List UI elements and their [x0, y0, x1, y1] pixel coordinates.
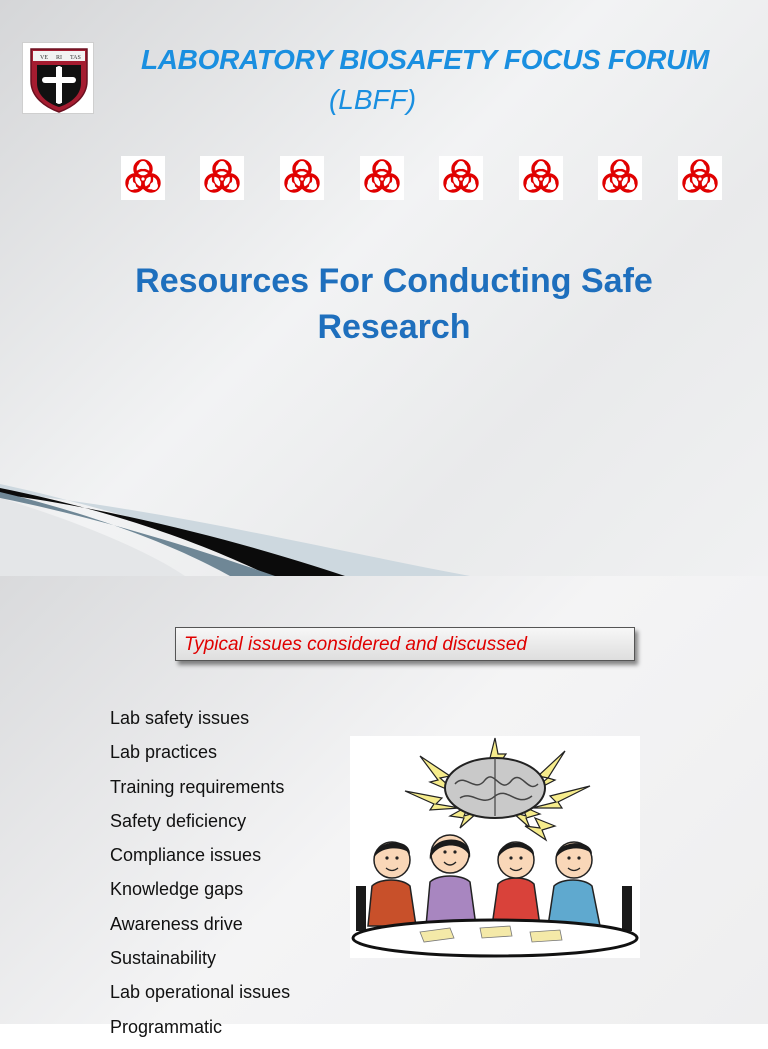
list-item: Programmatic [110, 1016, 223, 1037]
biohazard-icon [519, 156, 563, 200]
list-item: Lab practices [110, 742, 218, 763]
crest-text-3: TAS [70, 55, 81, 61]
forum-title: LABORATORY BIOSAFETY FOCUS FORUM [140, 44, 710, 75]
list-item: Awareness drive [110, 913, 243, 934]
forum-abbreviation: (LBFF) [328, 84, 417, 115]
list-item: Compliance issues [110, 845, 262, 866]
slide-issues [0, 576, 768, 1037]
list-item: Safety deficiency [110, 810, 247, 831]
biohazard-icon [280, 156, 324, 200]
issues-heading: Typical issues considered and discussed [184, 634, 527, 655]
list-item: Lab safety issues [110, 708, 250, 728]
main-title-line-1: Resources For Conducting Safe [135, 262, 653, 300]
biohazard-icon [439, 156, 483, 200]
brainstorm-meeting-illustration [350, 736, 640, 958]
main-title [60, 258, 728, 350]
biohazard-icon [360, 156, 404, 200]
biohazard-icon [678, 156, 722, 200]
biohazard-icon [598, 156, 642, 200]
list-item: Training requirements [110, 776, 285, 797]
issues-heading-box [175, 627, 635, 661]
biohazard-icon [121, 156, 165, 200]
list-item: Lab operational issues [110, 982, 291, 1003]
harvard-shield-icon [22, 42, 94, 114]
biohazard-icon [200, 156, 244, 200]
list-item: Sustainability [110, 948, 217, 969]
issue-list [110, 706, 290, 1049]
crest-text-2: RI [56, 55, 62, 61]
crest-text-1: VE [40, 55, 48, 61]
main-title-line-2: Research [317, 308, 471, 346]
biohazard-row [0, 156, 768, 202]
decorative-swoosh [0, 470, 768, 576]
list-item: Knowledge gaps [110, 879, 244, 900]
